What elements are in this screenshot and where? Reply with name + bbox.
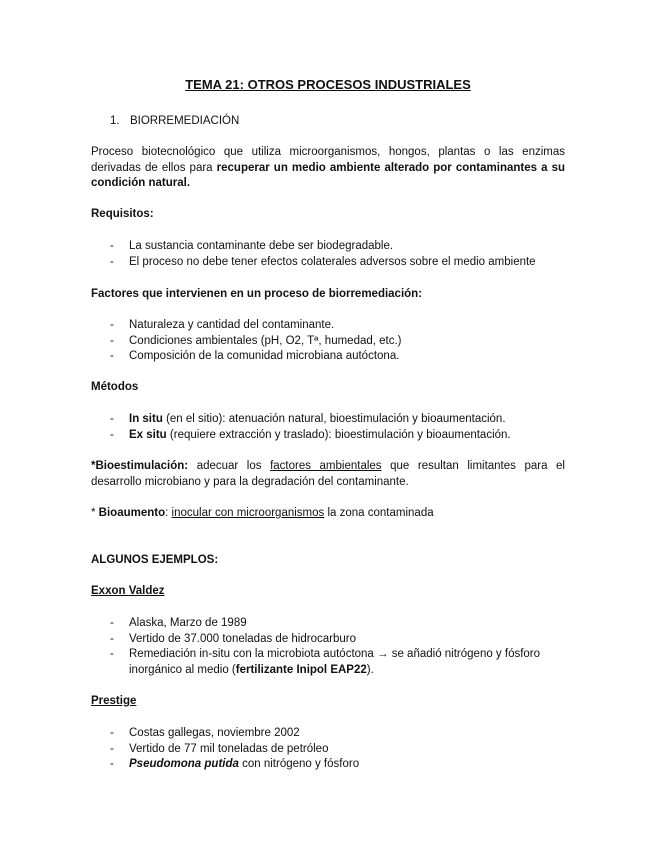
exxon-remediation-text: Remediación in-situ con la microbiota autóctona → se añadió nitrógeno y fósforo inorgánico al medio ( xyxy=(129,648,541,676)
factores-list xyxy=(91,318,565,365)
bioestimulacion-text-end: que resultan limitantes para el desarrollo microbiano y para la degradación del contaminante. xyxy=(91,460,565,488)
exxon-heading: Exxon Valdez xyxy=(91,585,165,597)
intro-text: Proceso biotecnológico que utiliza microorganismos, hongos, plantas o las enzimas derivadas de ellos para xyxy=(91,146,565,174)
bioestimulacion-term: *Bioestimulación: xyxy=(91,460,189,472)
prestige-list xyxy=(91,726,565,773)
fertilizer-name: fertilizante Inipol EAP22 xyxy=(235,663,367,676)
species-name: Pseudomona putida xyxy=(129,758,239,770)
method-description: (requiere extracción y traslado): bioestimulación y bioaumentación. xyxy=(166,428,511,441)
prestige-heading: Prestige xyxy=(91,695,137,707)
list-item xyxy=(91,647,565,678)
list-item: - Condiciones ambientales (pH, O2, Tª, humedad, etc.) xyxy=(91,334,565,350)
section-number: 1. xyxy=(110,115,120,127)
section-heading xyxy=(110,114,584,130)
section-title: BIORREMEDIACIÓN xyxy=(130,115,240,127)
method-description: (en el sitio): atenuación natural, bioestimulación y bioaumentación. xyxy=(162,413,506,425)
list-item: - Vertido de 37.000 toneladas de hidrocarburo xyxy=(91,632,565,648)
list-item: - Vertido de 77 mil toneladas de petróleo xyxy=(91,742,565,758)
metodos-heading: Métodos xyxy=(91,381,139,393)
bioestimulacion-underlined: factores ambientales xyxy=(270,460,382,472)
list-item: - La sustancia contaminante debe ser biodegradable. xyxy=(91,239,565,255)
bioestimulacion-paragraph xyxy=(91,459,565,490)
intro-paragraph xyxy=(91,145,565,192)
exxon-remediation-end: ). xyxy=(366,663,374,676)
bioestimulacion-text: adecuar los xyxy=(188,460,271,472)
bioaumento-colon: : xyxy=(165,507,172,519)
requisitos-heading: Requisitos: xyxy=(91,208,154,220)
bioaumento-paragraph xyxy=(91,506,565,522)
list-item xyxy=(91,757,565,773)
list-item xyxy=(91,428,565,444)
bioaumento-underlined: inocular con microorganismos xyxy=(171,507,325,519)
factores-heading: Factores que intervienen en un proceso de biorremediación: xyxy=(91,288,423,300)
method-name: In situ xyxy=(129,413,163,425)
list-item: - Naturaleza y cantidad del contaminante. xyxy=(91,318,565,334)
method-name: Ex situ xyxy=(129,428,167,441)
bioaumento-star: * xyxy=(91,507,99,519)
intro-bold-text: recuperar un medio ambiente alterado por contaminantes a su condición natural. xyxy=(91,161,565,189)
ejemplos-heading: ALGUNOS EJEMPLOS: xyxy=(91,554,219,566)
bioaumento-term: Bioaumento xyxy=(98,507,166,519)
metodos-list xyxy=(91,412,565,443)
list-item: - Alaska, Marzo de 1989 xyxy=(91,616,565,632)
requisitos-list xyxy=(91,239,565,270)
bioaumento-text-end: la zona contaminada xyxy=(324,507,434,519)
list-item: - Composición de la comunidad microbiana autóctona. xyxy=(91,349,565,365)
list-item: - Costas gallegas, noviembre 2002 xyxy=(91,726,565,742)
list-item xyxy=(91,412,565,428)
exxon-list xyxy=(91,616,565,678)
prestige-treatment-text: con nitrógeno y fósforo xyxy=(238,758,360,770)
list-item: - El proceso no debe tener efectos colaterales adversos sobre el medio ambiente xyxy=(91,255,565,271)
page-title: TEMA 21: OTROS PROCESOS INDUSTRIALES xyxy=(185,77,471,92)
